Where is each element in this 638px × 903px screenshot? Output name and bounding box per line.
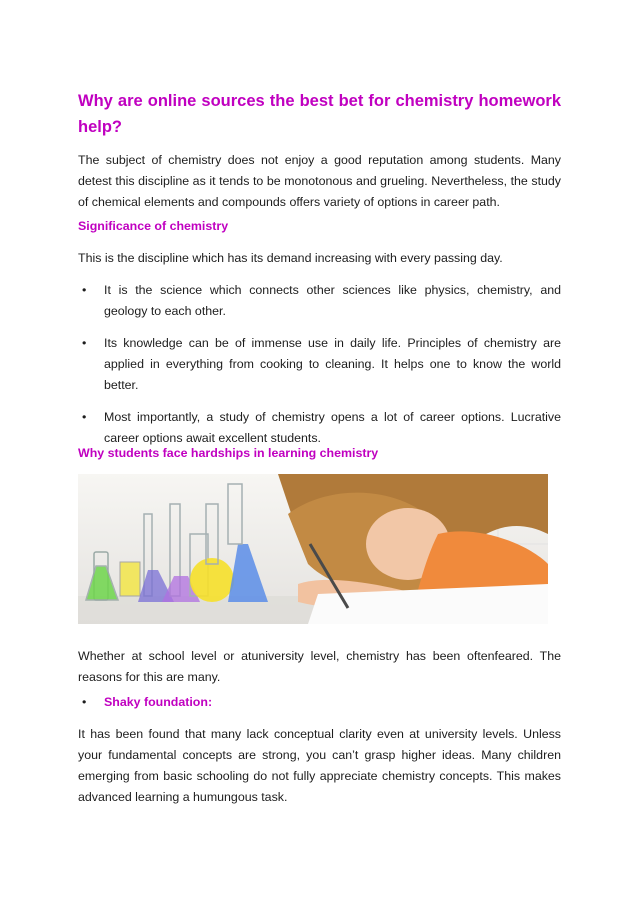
- list-item-text: Its knowledge can be of immense use in daily life. Principles of chemistry are applied in everything from cooking to cleaning. It helps one to know the world better.: [104, 336, 561, 392]
- bullet-icon: •: [82, 336, 87, 350]
- section-heading-hardships: Why students face hardships in learning chemistry: [78, 446, 379, 460]
- hardships-paragraph: Whether at school level or atuniversity level, chemistry has been oftenfeared. The reasons for this are many.: [78, 649, 561, 684]
- section-heading-significance: Significance of chemistry: [78, 219, 229, 233]
- page-title: Why are online sources the best bet for chemistry homework help?: [78, 92, 561, 136]
- list-item: [78, 280, 561, 322]
- intro-paragraph: The subject of chemistry does not enjoy a good reputation among students. Many detest this discipline as it tends to be monotonous and grueling. Nevertheless, the study of chemical elements and compounds offers variety of options in career path.: [78, 153, 561, 209]
- list-item: [78, 692, 561, 713]
- photo-illustration: [78, 474, 548, 624]
- significance-lead: This is the discipline which has its demand increasing with every passing day.: [78, 251, 503, 265]
- significance-list: [78, 280, 561, 449]
- list-item: [78, 333, 561, 396]
- list-item-text: Shaky foundation:: [104, 695, 213, 709]
- hardships-list: [78, 692, 561, 713]
- chemistry-student-photo: [78, 474, 548, 624]
- list-item-text: Most importantly, a study of chemistry opens a lot of career options. Lucrative career options await excellent students.: [104, 410, 561, 445]
- bullet-icon: •: [82, 283, 87, 297]
- bullet-icon: •: [82, 410, 87, 424]
- foundation-paragraph: It has been found that many lack conceptual clarity even at university levels. Unless your fundamental concepts are strong, you can’t grasp higher ideas. Many children emerging from basic schooling do not fully appreciate chemistry concepts. This makes advanced learning a humungous task.: [78, 727, 561, 804]
- list-item-text: It is the science which connects other sciences like physics, chemistry, and geology to each other.: [104, 283, 561, 318]
- bullet-icon: •: [82, 695, 87, 709]
